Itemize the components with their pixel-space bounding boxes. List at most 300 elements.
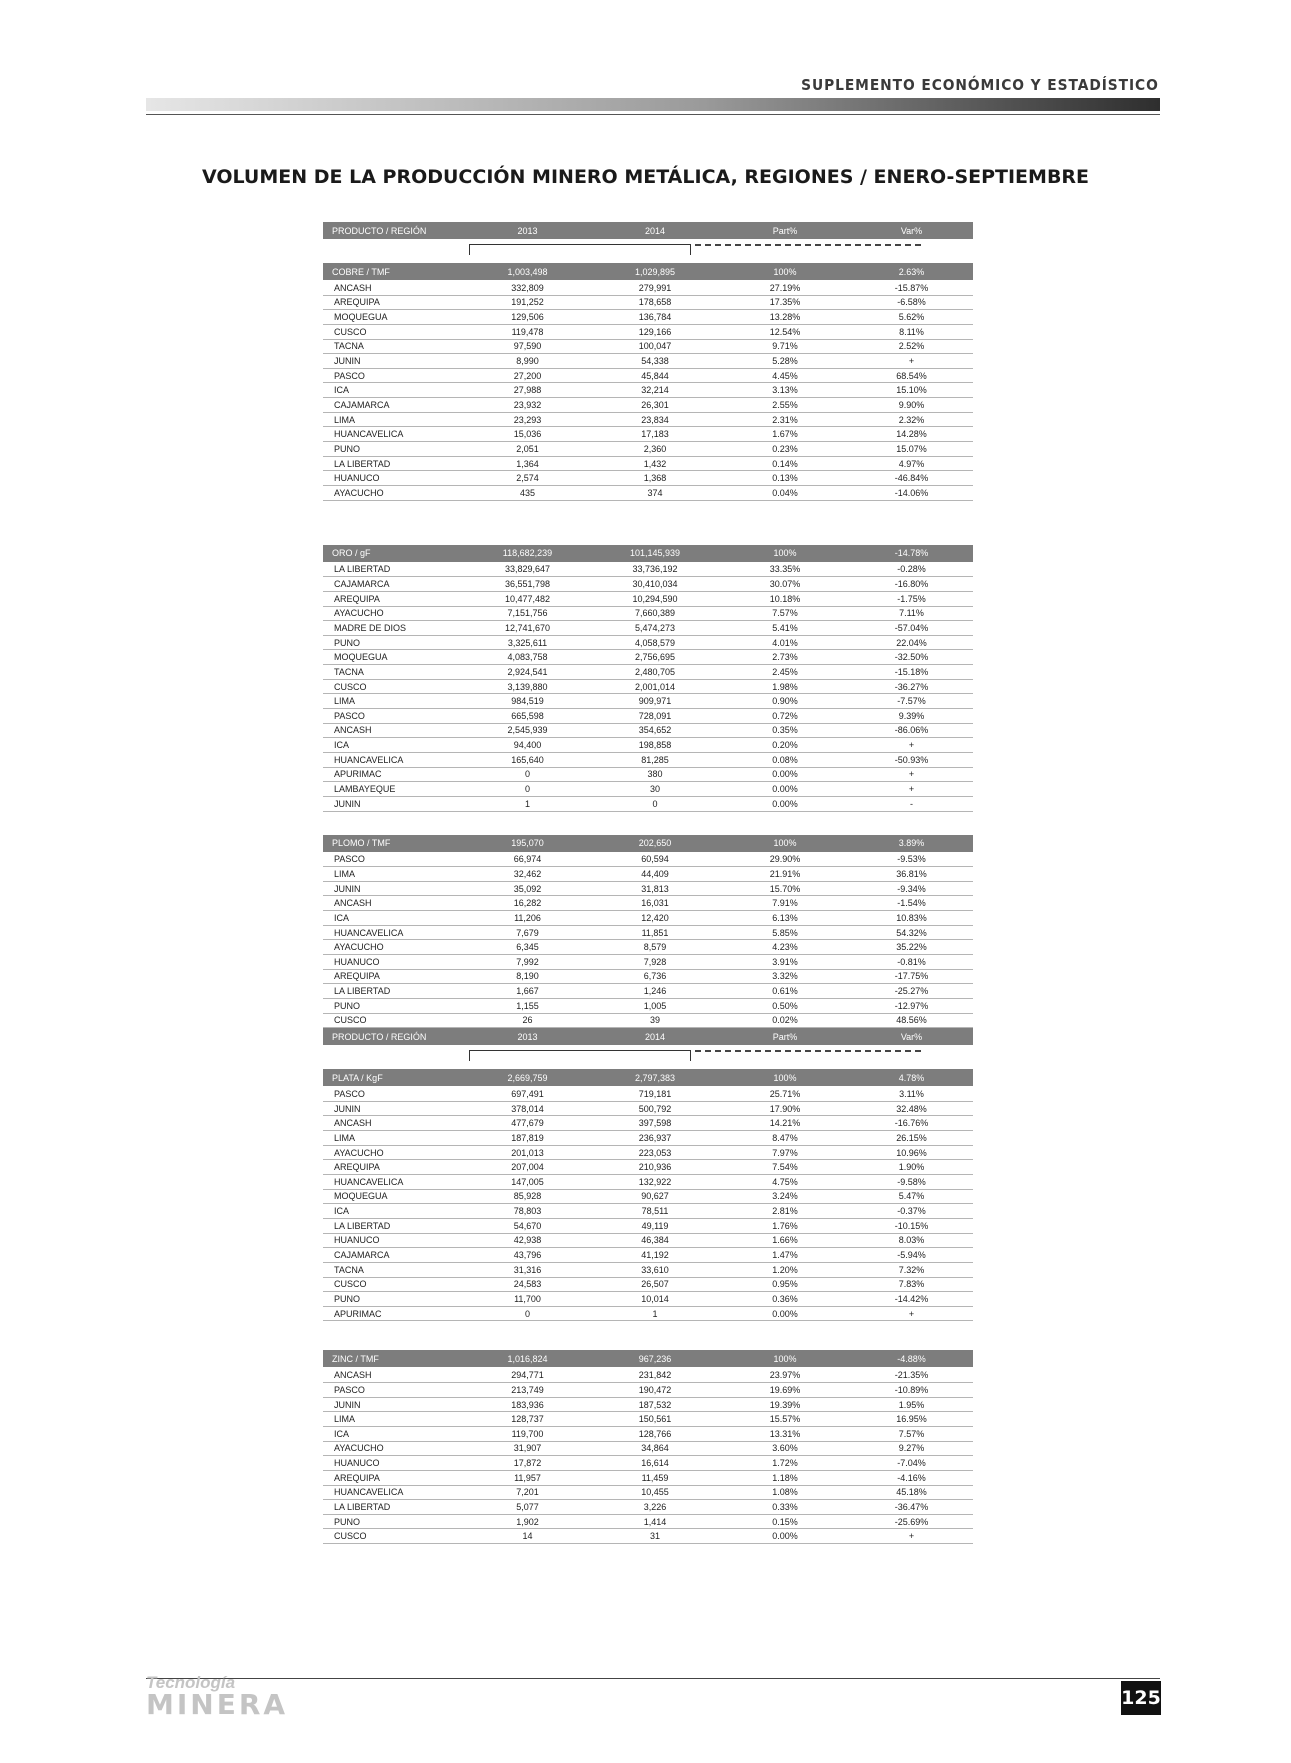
value-cell: 0.00%	[772, 769, 798, 780]
table-row	[323, 984, 973, 999]
table-row	[323, 1190, 973, 1205]
value-cell: 2,001,014	[634, 681, 676, 692]
region-cell: ANCASH	[334, 282, 372, 293]
value-cell: 0	[524, 769, 530, 780]
value-cell: 150,561	[638, 1414, 672, 1425]
value-cell: 16,614	[641, 1458, 669, 1469]
table-row	[323, 867, 973, 882]
year-bracket	[323, 239, 973, 263]
value-cell: 11,459	[641, 1472, 669, 1483]
table-row	[323, 896, 973, 911]
value-cell: -50.93%	[894, 754, 929, 765]
value-cell: 665,598	[511, 710, 544, 721]
table-row	[323, 709, 973, 724]
region-cell: JUNIN	[334, 883, 361, 894]
value-cell: 1.18%	[772, 1472, 798, 1483]
value-cell: 0.36%	[772, 1293, 798, 1304]
table-row	[323, 325, 973, 340]
table-row	[323, 1234, 973, 1249]
value-cell: 7,928	[643, 956, 667, 967]
value-cell: 13.28%	[769, 312, 801, 323]
value-cell: 190,472	[638, 1384, 672, 1395]
summary-cell: 100%	[773, 1072, 797, 1083]
value-cell: -14.42%	[894, 1293, 929, 1304]
value-cell: 7,679	[516, 927, 539, 938]
region-cell: PASCO	[334, 854, 365, 865]
value-cell: 380	[647, 769, 663, 780]
region-cell: ANCASH	[334, 898, 372, 909]
value-cell: 4.75%	[772, 1176, 798, 1187]
value-cell: 48.56%	[896, 1015, 927, 1026]
value-cell: 2,051	[516, 443, 539, 454]
value-cell: 5,474,273	[634, 622, 676, 633]
region-cell: MOQUEGUA	[334, 652, 388, 663]
value-cell: -36.47%	[894, 1502, 929, 1513]
value-cell: 354,652	[638, 725, 672, 736]
table-row	[323, 577, 973, 592]
summary-cell: 967,236	[638, 1353, 672, 1364]
value-cell: 191,252	[511, 297, 544, 308]
value-cell: 14	[522, 1531, 533, 1542]
value-cell: 12,420	[641, 912, 669, 923]
table-row	[323, 1087, 973, 1102]
value-cell: 13.31%	[769, 1428, 801, 1439]
value-cell: 27,988	[513, 385, 542, 396]
region-cell: HUANUCO	[334, 956, 380, 967]
value-cell: 2.32%	[898, 414, 925, 425]
value-cell: 35.22%	[896, 942, 927, 953]
region-cell: AREQUIPA	[334, 1162, 380, 1173]
value-cell: +	[908, 769, 915, 780]
magazine-logo	[146, 1674, 288, 1719]
value-cell: -14.06%	[894, 487, 929, 498]
table-row	[323, 413, 973, 428]
value-cell: 78,803	[513, 1206, 542, 1217]
value-cell: -10.15%	[894, 1220, 929, 1231]
value-cell: -46.84%	[894, 473, 929, 484]
region-cell: ANCASH	[334, 1370, 372, 1381]
value-cell: 207,004	[511, 1162, 544, 1173]
value-cell: -57.04%	[894, 622, 929, 633]
region-cell: APURIMAC	[334, 769, 382, 780]
value-cell: 1,005	[643, 1000, 667, 1011]
column-header-cell: Part%	[772, 1031, 798, 1042]
column-header-cell: PRODUCTO / REGIÓN	[332, 225, 427, 236]
column-header-cell: 2014	[644, 225, 666, 236]
summary-cell: 1,003,498	[507, 266, 548, 277]
region-cell: ICA	[334, 385, 350, 396]
summary-cell: 3.89%	[898, 838, 925, 848]
value-cell: 31,813	[641, 883, 669, 894]
value-cell: 81,285	[641, 754, 669, 765]
value-cell: 12,741,670	[504, 622, 551, 633]
value-cell: 231,842	[638, 1370, 672, 1381]
region-cell: JUNIN	[334, 1399, 361, 1410]
value-cell: -1.75%	[897, 593, 926, 604]
value-cell: 54,670	[513, 1220, 542, 1231]
region-cell: MOQUEGUA	[334, 312, 388, 323]
bracket-solid	[469, 1050, 691, 1061]
logo-top-text: Tecnología	[146, 1673, 236, 1692]
table-row	[323, 607, 973, 622]
value-cell: 23,932	[513, 399, 542, 410]
table-row	[323, 310, 973, 325]
value-cell: 500,792	[638, 1103, 672, 1114]
value-cell: 1,667	[516, 986, 539, 997]
region-cell: TACNA	[334, 666, 364, 677]
region-cell: CAJAMARCA	[334, 579, 390, 590]
value-cell: 15.70%	[769, 883, 801, 894]
value-cell: 0.20%	[772, 740, 798, 751]
value-cell: 128,766	[638, 1428, 672, 1439]
table-row	[323, 724, 973, 739]
value-cell: 2.81%	[772, 1206, 798, 1217]
value-cell: 201,013	[511, 1147, 544, 1158]
value-cell: +	[908, 784, 915, 795]
value-cell: 3,139,880	[507, 681, 548, 692]
value-cell: -0.81%	[897, 956, 926, 967]
product-summary-row	[323, 1350, 973, 1367]
value-cell: 97,590	[513, 341, 542, 352]
value-cell: 1,155	[516, 1000, 539, 1011]
value-cell: 27,200	[513, 370, 542, 381]
region-cell: HUANUCO	[334, 473, 380, 484]
table-row	[323, 398, 973, 413]
table-row	[323, 1278, 973, 1293]
value-cell: 26	[522, 1015, 533, 1026]
table-row	[323, 753, 973, 768]
region-cell: AREQUIPA	[334, 971, 380, 982]
region-cell: PUNO	[334, 1293, 361, 1304]
value-cell: 0.35%	[772, 725, 798, 736]
table-row	[323, 1263, 973, 1278]
value-cell: -1.54%	[897, 898, 926, 909]
region-cell: LA LIBERTAD	[334, 458, 391, 469]
value-cell: 9.90%	[898, 399, 925, 410]
value-cell: +	[908, 356, 915, 367]
region-cell: TACNA	[334, 341, 364, 352]
value-cell: -10.89%	[894, 1384, 929, 1395]
value-cell: 0.50%	[772, 1000, 798, 1011]
value-cell: 279,991	[638, 282, 672, 293]
table-row	[323, 1486, 973, 1501]
summary-cell: 101,145,939	[629, 548, 681, 559]
value-cell: 32.48%	[896, 1103, 927, 1114]
summary-cell: 2.63%	[898, 266, 925, 277]
region-cell: CAJAMARCA	[334, 1250, 390, 1261]
region-cell: HUANCAVELICA	[334, 927, 404, 938]
value-cell: 12.54%	[769, 326, 801, 337]
value-cell: 16,031	[641, 898, 669, 909]
value-cell: 32,214	[641, 385, 669, 396]
value-cell: 0.90%	[772, 696, 798, 707]
region-cell: ICA	[334, 1206, 350, 1217]
value-cell: -15.18%	[894, 666, 929, 677]
value-cell: 2.73%	[772, 652, 798, 663]
value-cell: 3,226	[643, 1502, 667, 1513]
value-cell: 0.00%	[772, 798, 798, 809]
header-gradient-bar	[146, 98, 1160, 111]
value-cell: 7.11%	[899, 608, 924, 619]
table-row	[323, 1116, 973, 1131]
region-cell: ICA	[334, 740, 350, 751]
region-cell: CUSCO	[334, 326, 367, 337]
region-cell: HUANCAVELICA	[334, 1487, 404, 1498]
region-cell: PUNO	[334, 637, 361, 648]
value-cell: 2.55%	[772, 399, 798, 410]
value-cell: 7.57%	[898, 1428, 925, 1439]
region-cell: PUNO	[334, 443, 361, 454]
region-cell: CUSCO	[334, 1015, 367, 1026]
bracket-solid	[469, 244, 691, 255]
value-cell: 294,771	[511, 1370, 544, 1381]
value-cell: 1.98%	[772, 681, 798, 692]
table-row	[323, 383, 973, 398]
table-row	[323, 442, 973, 457]
value-cell: 2.45%	[772, 666, 798, 677]
product-summary-row	[323, 545, 973, 562]
section-gap	[323, 1321, 973, 1350]
value-cell: 1,368	[643, 473, 667, 484]
value-cell: 128,737	[511, 1414, 544, 1425]
table-row	[323, 1471, 973, 1486]
value-cell: 39	[649, 1015, 660, 1026]
region-cell: LIMA	[334, 1414, 356, 1425]
column-header-cell: PRODUCTO / REGIÓN	[332, 1031, 427, 1042]
value-cell: +	[908, 1531, 915, 1542]
value-cell: 11,957	[514, 1472, 541, 1483]
value-cell: 4,083,758	[507, 652, 548, 663]
column-header-row	[323, 222, 973, 239]
value-cell: 10.18%	[769, 593, 801, 604]
value-cell: 15.10%	[896, 385, 927, 396]
value-cell: 0	[524, 1308, 530, 1319]
table-row	[323, 926, 973, 941]
value-cell: 719,181	[638, 1089, 672, 1099]
value-cell: 6,736	[643, 971, 667, 982]
table-row	[323, 354, 973, 369]
value-cell: 11,206	[514, 912, 541, 923]
footer-rule	[146, 1678, 1160, 1679]
value-cell: 198,858	[638, 740, 672, 751]
value-cell: 31	[649, 1531, 660, 1542]
table-row	[323, 1442, 973, 1457]
summary-cell: PLATA / KgF	[332, 1072, 383, 1083]
value-cell: 7.32%	[898, 1264, 925, 1275]
value-cell: 7.57%	[772, 608, 798, 619]
region-cell: PASCO	[334, 1089, 365, 1099]
region-cell: AREQUIPA	[334, 297, 380, 308]
value-cell: 4,058,579	[634, 637, 676, 648]
value-cell: 54,338	[641, 356, 669, 367]
region-cell: PASCO	[334, 710, 365, 721]
table-row	[323, 1160, 973, 1175]
value-cell: 1.47%	[772, 1250, 798, 1261]
table-row	[323, 768, 973, 783]
region-cell: LIMA	[334, 414, 356, 425]
table-row	[323, 296, 973, 311]
value-cell: 26,301	[641, 399, 669, 410]
product-summary-row	[323, 835, 973, 852]
region-cell: AYACUCHO	[334, 1443, 384, 1454]
value-cell: 15.57%	[769, 1414, 801, 1425]
value-cell: 132,922	[638, 1176, 672, 1187]
value-cell: -0.28%	[897, 564, 926, 575]
value-cell: 0.04%	[772, 487, 798, 498]
value-cell: 5,077	[516, 1502, 539, 1513]
value-cell: 36,551,798	[504, 579, 551, 590]
value-cell: 7.54%	[772, 1162, 798, 1173]
value-cell: 16,282	[513, 898, 542, 909]
value-cell: 90,627	[641, 1191, 669, 1202]
value-cell: -9.53%	[897, 854, 926, 865]
table-row	[323, 563, 973, 578]
value-cell: 397,598	[638, 1118, 672, 1129]
column-header-cell: 2013	[517, 1031, 538, 1042]
value-cell: 5.62%	[898, 312, 925, 323]
value-cell: 29.90%	[769, 854, 801, 865]
value-cell: 3.24%	[772, 1191, 798, 1202]
value-cell: 213,749	[511, 1384, 544, 1395]
value-cell: 49,119	[641, 1220, 669, 1231]
value-cell: 8.03%	[898, 1235, 925, 1246]
value-cell: 26.15%	[896, 1132, 927, 1143]
value-cell: -9.34%	[897, 883, 926, 894]
value-cell: -9.58%	[897, 1176, 926, 1187]
value-cell: -7.57%	[897, 696, 926, 707]
value-cell: 1.67%	[772, 429, 798, 440]
value-cell: 7,151,756	[507, 608, 548, 619]
value-cell: 100,047	[638, 341, 672, 352]
value-cell: 1.95%	[898, 1399, 925, 1410]
value-cell: 3.91%	[772, 956, 798, 967]
value-cell: 5.28%	[772, 356, 798, 367]
value-cell: 46,384	[641, 1235, 669, 1246]
value-cell: 36.81%	[896, 868, 927, 879]
table-row	[323, 369, 973, 384]
value-cell: 23,834	[641, 414, 669, 425]
table-row	[323, 665, 973, 680]
table-row	[323, 853, 973, 868]
region-cell: LA LIBERTAD	[334, 564, 391, 575]
summary-cell: 4.78%	[898, 1072, 925, 1083]
value-cell: 3.32%	[772, 971, 798, 982]
value-cell: 374	[647, 487, 663, 498]
table-row	[323, 1146, 973, 1161]
summary-cell: 100%	[773, 548, 797, 559]
section-gap	[323, 501, 973, 545]
value-cell: 2,545,939	[507, 725, 548, 736]
value-cell: 5.41%	[772, 622, 798, 633]
table-row	[323, 738, 973, 753]
value-cell: 0.61%	[772, 986, 798, 997]
value-cell: 2,574	[516, 473, 539, 484]
value-cell: 8,579	[643, 942, 667, 953]
value-cell: 136,784	[638, 312, 672, 323]
value-cell: 1,246	[643, 986, 667, 997]
summary-cell: 195,070	[511, 838, 544, 848]
value-cell: 30.07%	[769, 579, 801, 590]
table-row	[323, 797, 973, 812]
value-cell: 24,583	[513, 1279, 542, 1290]
value-cell: 210,936	[638, 1162, 672, 1173]
value-cell: 68.54%	[896, 370, 927, 381]
summary-cell: 2,669,759	[507, 1072, 548, 1083]
summary-cell: 100%	[773, 1353, 797, 1364]
product-summary-row	[323, 263, 973, 280]
column-header-cell: Var%	[900, 1031, 923, 1042]
value-cell: 1,414	[643, 1516, 667, 1527]
region-cell: AREQUIPA	[334, 593, 380, 604]
table-row	[323, 1427, 973, 1442]
table-row	[323, 1248, 973, 1263]
value-cell: -32.50%	[894, 652, 929, 663]
value-cell: 5.47%	[898, 1191, 925, 1202]
production-tables	[323, 222, 973, 1544]
value-cell: 15.07%	[896, 443, 927, 454]
table-row	[323, 340, 973, 355]
value-cell: 1,364	[516, 458, 539, 469]
value-cell: 45,844	[641, 370, 669, 381]
region-cell: ANCASH	[334, 1118, 372, 1129]
region-cell: PUNO	[334, 1516, 361, 1527]
value-cell: 3.13%	[772, 385, 798, 396]
value-cell: 17,183	[641, 429, 669, 440]
value-cell: 332,809	[511, 282, 544, 293]
value-cell: 1.76%	[772, 1220, 798, 1231]
table-row	[323, 1500, 973, 1515]
value-cell: 21.91%	[769, 868, 801, 879]
region-cell: LA LIBERTAD	[334, 986, 391, 997]
value-cell: 4.97%	[898, 458, 925, 469]
value-cell: 909,971	[638, 696, 672, 707]
region-cell: MADRE DE DIOS	[334, 622, 407, 633]
value-cell: -15.87%	[894, 282, 929, 293]
value-cell: -4.16%	[897, 1472, 926, 1483]
value-cell: 435	[519, 487, 536, 498]
value-cell: 119,478	[511, 326, 544, 337]
value-cell: 14.21%	[769, 1118, 801, 1129]
value-cell: 85,928	[513, 1191, 542, 1202]
region-cell: CUSCO	[334, 1531, 367, 1542]
value-cell: 0.02%	[772, 1015, 798, 1026]
region-cell: CUSCO	[334, 1279, 367, 1290]
value-cell: 165,640	[511, 754, 544, 765]
summary-cell: 118,682,239	[502, 548, 553, 559]
value-cell: 8,990	[516, 356, 539, 367]
page-title: VOLUMEN DE LA PRODUCCIÓN MINERO METÁLICA, REGIONES / ENERO-SEPTIEMBRE	[201, 166, 1090, 188]
region-cell: AREQUIPA	[334, 1472, 380, 1483]
value-cell: -	[910, 798, 913, 809]
region-cell: PASCO	[334, 1384, 365, 1395]
table-row	[323, 1412, 973, 1427]
value-cell: 23.97%	[769, 1370, 801, 1381]
value-cell: 45.18%	[896, 1487, 927, 1498]
value-cell: 178,658	[638, 297, 672, 308]
value-cell: 183,936	[511, 1399, 544, 1410]
value-cell: 9.71%	[772, 341, 798, 352]
region-cell: PASCO	[334, 370, 365, 381]
summary-cell: ORO / gF	[332, 548, 371, 559]
table-row	[323, 680, 973, 695]
value-cell: 1	[524, 798, 530, 809]
value-cell: 22.04%	[896, 637, 927, 648]
value-cell: 187,819	[511, 1132, 544, 1143]
value-cell: 3.11%	[899, 1089, 924, 1099]
table-row	[323, 1529, 973, 1544]
value-cell: 3.60%	[772, 1443, 798, 1454]
value-cell: 2,360	[643, 443, 667, 454]
